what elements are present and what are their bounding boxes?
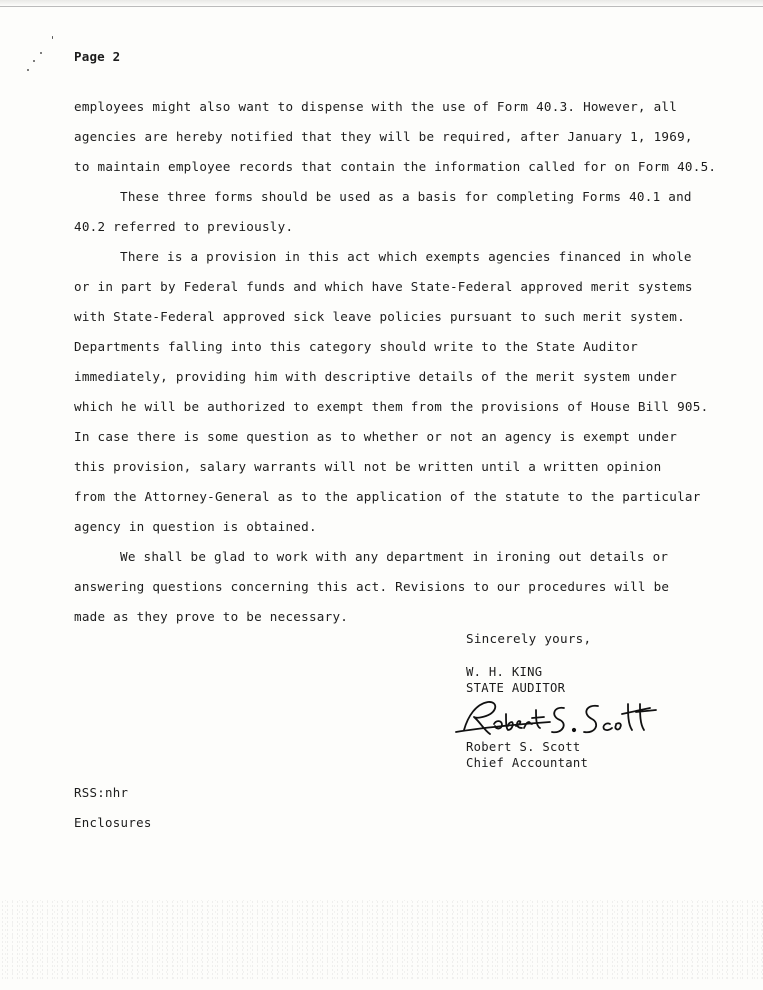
body-line: made as they prove to be necessary. (74, 609, 349, 624)
body-line: with State-Federal approved sick leave policies pursuant to such merit system. (74, 309, 685, 324)
closing-salutation: Sincerely yours, (466, 631, 592, 646)
body-line: We shall be glad to work with any department in ironing out details or (120, 549, 669, 564)
enclosures-note: Enclosures (74, 815, 152, 830)
page-top-edge (0, 0, 763, 7)
body-line: agency in question is obtained. (74, 519, 317, 534)
scan-speck (40, 52, 42, 54)
reference-initials: RSS:nhr (74, 785, 129, 800)
scan-speck (33, 60, 35, 62)
body-line: These three forms should be used as a basis for completing Forms 40.1 and (120, 189, 692, 204)
letter-body (74, 92, 717, 632)
body-line: Departments falling into this category should write to the State Auditor (74, 339, 638, 354)
body-line: or in part by Federal funds and which have State-Federal approved merit systems (74, 279, 693, 294)
signer-title: Chief Accountant (466, 756, 589, 770)
body-line: to maintain employee records that contain the information called for on Form 40.5. (74, 159, 717, 174)
signatory-title: STATE AUDITOR (466, 681, 566, 695)
body-line: 40.2 referred to previously. (74, 219, 294, 234)
signer-name: Robert S. Scott (466, 740, 581, 754)
body-line: In case there is some question as to whether or not an agency is exempt under (74, 429, 678, 444)
signer-block (466, 739, 588, 771)
page-label: Page 2 (74, 49, 121, 64)
scan-speck (27, 69, 29, 71)
body-line: immediately, providing him with descriptive details of the merit system under (74, 369, 678, 384)
body-line: employees might also want to dispense with the use of Form 40.3. However, all (74, 99, 678, 114)
body-line: There is a provision in this act which exempts agencies financed in whole (120, 249, 692, 264)
scan-speck (52, 36, 53, 39)
body-line: agencies are hereby notified that they will be required, after January 1, 1969, (74, 129, 693, 144)
body-line: from the Attorney-General as to the application of the statute to the particular (74, 489, 701, 504)
signatory-name: W. H. KING (466, 665, 543, 679)
handwritten-signature (450, 694, 660, 744)
body-line: this provision, salary warrants will not be written until a written opinion (74, 459, 662, 474)
body-line: answering questions concerning this act. Revisions to our procedures will be (74, 579, 670, 594)
scan-noise (0, 900, 763, 980)
body-line: which he will be authorized to exempt them from the provisions of House Bill 905. (74, 399, 709, 414)
signatory-block (466, 664, 565, 696)
